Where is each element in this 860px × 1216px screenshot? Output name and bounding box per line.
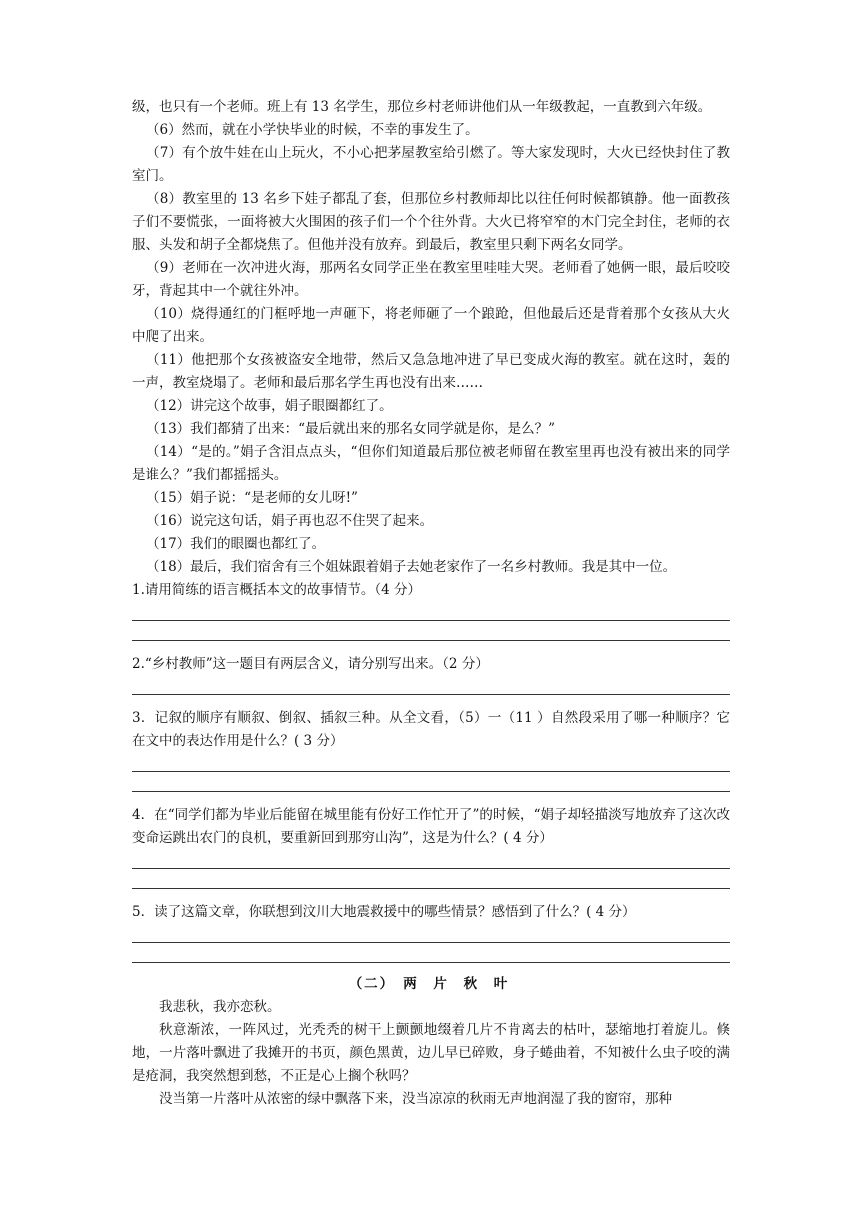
essay-paragraph-3: 没当第一片落叶从浓密的绿中飘落下来，没当凉凉的秋雨无声地润湿了我的窗帘，那种 <box>159 1091 672 1107</box>
story-paragraph-16: （16）说完这句话，娟子再也忍不住哭了起来。 <box>146 513 434 529</box>
section-2-number: （二） <box>348 976 396 992</box>
story-paragraph-15: （15）娟子说：“是老师的女儿呀!” <box>146 490 358 506</box>
question-4: 4．在“同学们都为毕业后能留在城里能有份好工作忙开了”的时候，“娟子却轻描淡写地放弃了这次改变命运跳出农门的良机，要重新回到那穷山沟”，这是为什么？( 4 分） <box>132 807 730 846</box>
story-paragraph-18: （18）最后，我们宿舍有三个姐妹跟着娟子去她老家作了一名乡村教师。我是其中一位。 <box>146 559 677 575</box>
section-2-heading <box>132 973 730 996</box>
story-paragraph-10: （10）烧得通红的门框呼地一声砸下，将老师砸了一个踉跄，但他最后还是背着那个女孩从大火中爬了出来。 <box>132 306 730 345</box>
section-2-title: 两 片 秋 叶 <box>403 976 514 992</box>
story-paragraph-13: （13）我们都猜了出来：“最后就出来的那名女同学就是你，是么？” <box>146 421 555 437</box>
essay-paragraph-2: 秋意渐浓，一阵风过，光秃秃的树干上颤颤地缀着几片不肯离去的枯叶，瑟缩地打着旋儿。倏地，一片落叶飘进了我摊开的书页，颜色黑黄，边儿早已碎败，身子蜷曲着，不知被什么虫子咬的满是疮洞，我突然想到愁，不正是心上搁个秋吗？ <box>132 1022 730 1084</box>
question-2: 2.“乡村教师”这一题目有两层含义，请分别写出来。（2 分） <box>132 656 489 672</box>
story-paragraph-6: （6）然而，就在小学快毕业的时候，不幸的事发生了。 <box>146 122 479 138</box>
story-paragraph-7: （7）有个放牛娃在山上玩火，不小心把茅屋教室给引燃了。等大家发现时，大火已经快封住了教室门。 <box>132 145 730 184</box>
story-paragraph-12: （12）讲完这个故事，娟子眼圈都红了。 <box>146 398 393 414</box>
story-paragraph-14: （14）“是的。”娟子含泪点点头，“但你们知道最后那位被老师留在教室里再也没有被出来的同学是谁么？”我们都摇摇头。 <box>132 444 730 483</box>
answer-line[interactable] <box>132 868 730 869</box>
story-paragraph-8: （8）教室里的 13 名乡下娃子都乱了套，但那位乡村教师却比以往任何时候都镇静。他一面教孩子们不要慌张，一面将被大火围困的孩子们一个个往外背。大火已将窄窄的木门完全封住，老师的衣服、头发和胡子全都烧焦了。但他并没有放弃。到最后，教室里只剩下两名女同学。 <box>132 191 730 253</box>
answer-line[interactable] <box>132 694 730 695</box>
answer-line[interactable] <box>132 942 730 943</box>
question-5: 5．读了这篇文章，你联想到汶川大地震救援中的哪些情景？感悟到了什么？( 4 分） <box>132 904 636 920</box>
answer-line[interactable] <box>132 962 730 963</box>
answer-line[interactable] <box>132 791 730 792</box>
essay-paragraph-1: 我悲秋，我亦恋秋。 <box>159 999 281 1015</box>
story-paragraph-continued: 级，也只有一个老师。班上有 13 名学生，那位乡村老师讲他们从一年级教起，一直教到六年级。 <box>132 99 712 115</box>
document-page <box>132 96 730 1111</box>
answer-line[interactable] <box>132 771 730 772</box>
question-3: 3．记叙的顺序有顺叙、倒叙、插叙三种。从全文看，（5）一（11 ）自然段采用了哪一种顺序？它在文中的表达作用是什么？( 3 分） <box>132 710 730 749</box>
story-paragraph-11: （11）他把那个女孩被盗安全地带，然后又急急地冲进了早已变成火海的教室。就在这时，轰的一声，教室烧塌了。老师和最后那名学生再也没有出来…… <box>132 352 730 391</box>
answer-line[interactable] <box>132 620 730 621</box>
story-paragraph-9: （9）老师在一次冲进火海，那两名女同学正坐在教室里哇哇大哭。老师看了她俩一眼，最后咬咬牙，背起其中一个就往外冲。 <box>132 260 730 299</box>
answer-line[interactable] <box>132 888 730 889</box>
question-1: 1.请用简练的语言概括本文的故事情节。（4 分） <box>132 582 422 598</box>
story-paragraph-17: （17）我们的眼圈也都红了。 <box>146 536 326 552</box>
answer-line[interactable] <box>132 640 730 641</box>
